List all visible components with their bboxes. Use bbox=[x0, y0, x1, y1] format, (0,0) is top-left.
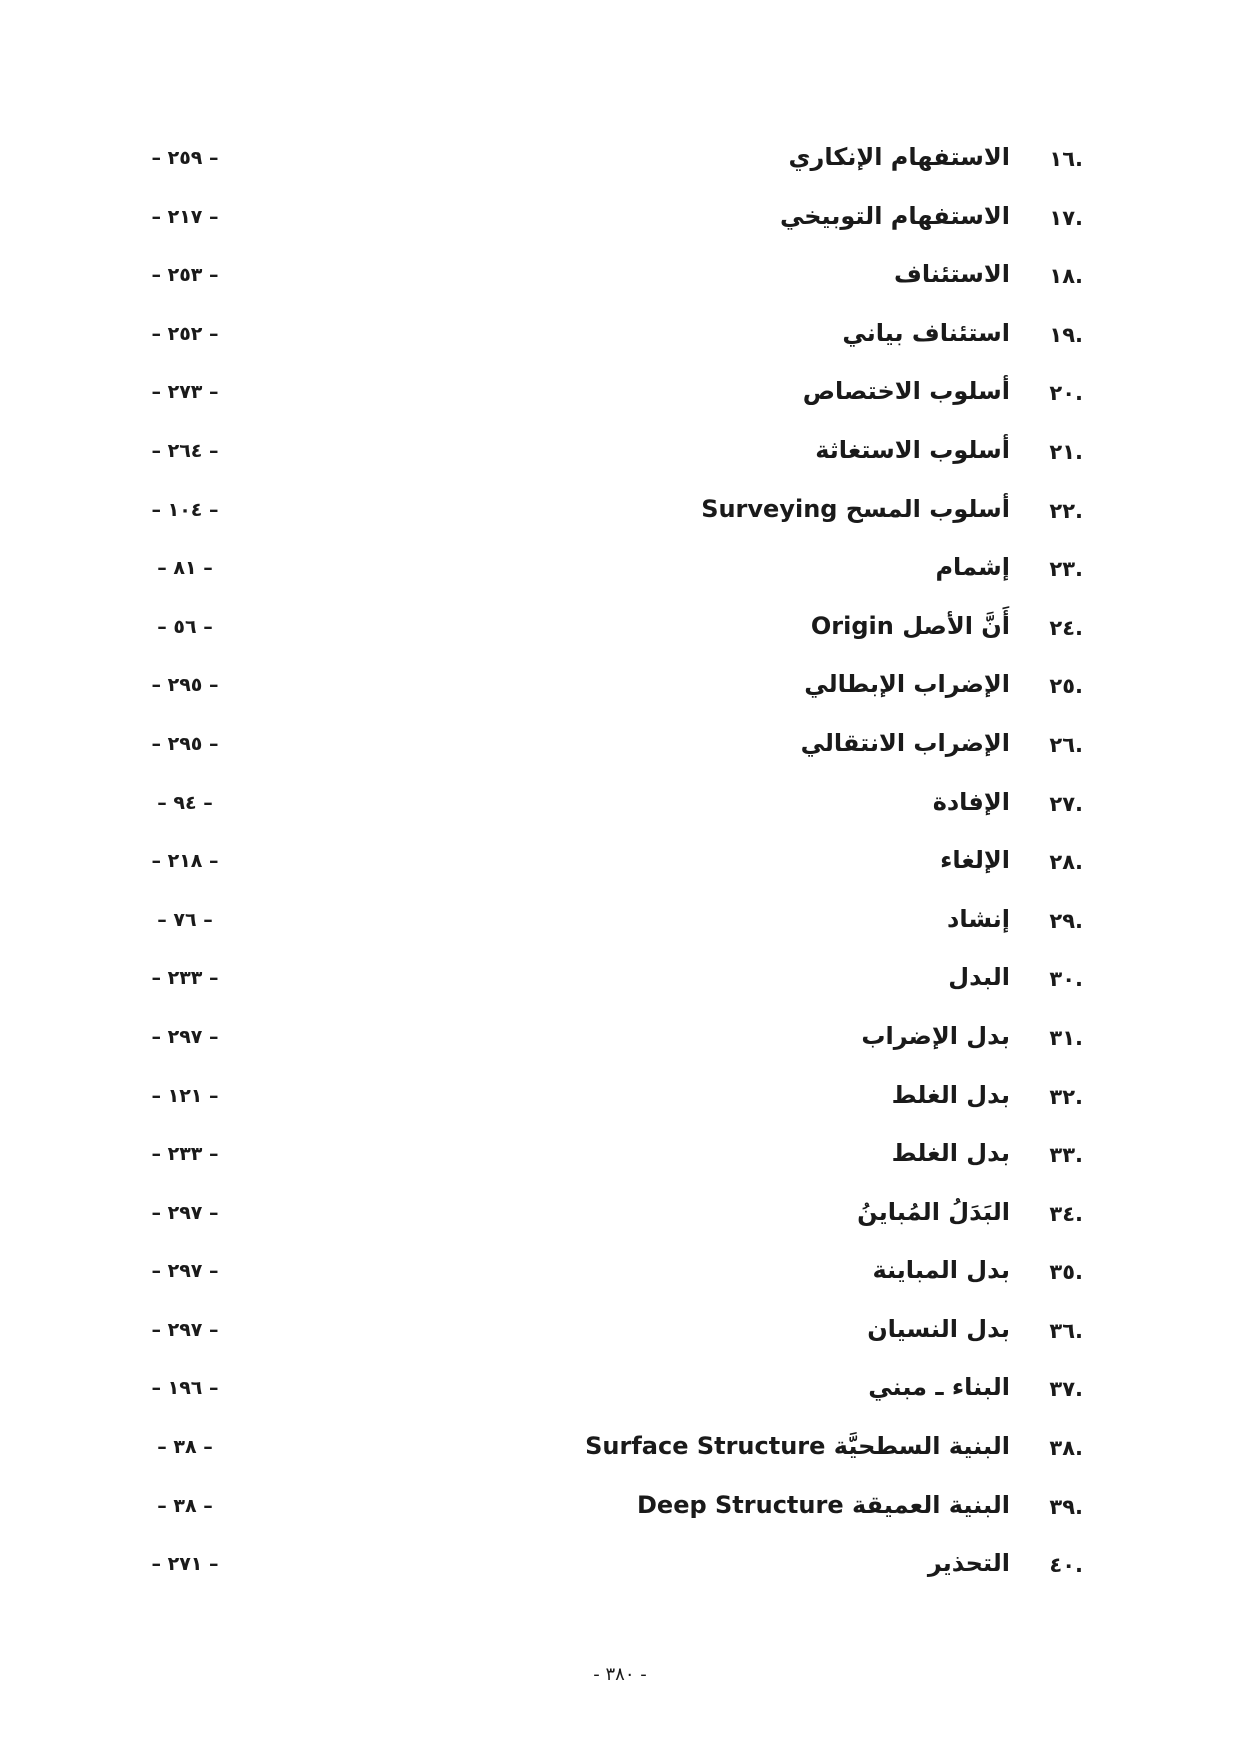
index-entry bbox=[0, 551, 1240, 610]
entry-term: الإفادة bbox=[932, 787, 1010, 816]
entry-term: الاستفهام التوبيخي bbox=[779, 201, 1010, 230]
entry-page-reference: – ١٠٤ – bbox=[151, 498, 219, 521]
entry-term: البنية العميقة Deep Structure bbox=[637, 1490, 1010, 1519]
entry-term: بدل الغلط bbox=[891, 1139, 1010, 1168]
entry-number: .٣٠ bbox=[1049, 967, 1083, 992]
entry-page-reference: – ٥٦ – bbox=[157, 615, 213, 638]
entry-number: .٢٢ bbox=[1049, 498, 1083, 523]
entry-page-reference: – ٢٧٣ – bbox=[151, 381, 219, 404]
entry-number: .٣١ bbox=[1049, 1025, 1083, 1050]
entry-term: أَنَّ الأصل Origin bbox=[810, 611, 1010, 640]
index-entry bbox=[0, 375, 1240, 434]
entry-number: .١٨ bbox=[1049, 264, 1083, 289]
entry-term: البدل bbox=[948, 963, 1010, 992]
entry-number: .٢٩ bbox=[1049, 908, 1083, 933]
entry-number: .٢١ bbox=[1049, 439, 1083, 464]
index-entry bbox=[0, 493, 1240, 552]
entry-page-reference: – ٣٨ – bbox=[157, 1436, 213, 1459]
entry-term: بدل المباينة bbox=[872, 1256, 1010, 1285]
index-entry bbox=[0, 1079, 1240, 1138]
entry-term: البناء ـ مبني bbox=[868, 1373, 1010, 1402]
entry-page-reference: – ٢٩٧ – bbox=[151, 1201, 219, 1224]
entry-number: .٣٥ bbox=[1049, 1260, 1083, 1285]
index-entry bbox=[0, 786, 1240, 845]
index-entry bbox=[0, 727, 1240, 786]
entry-term: الإضراب الانتقالي bbox=[800, 728, 1010, 757]
entry-page-reference: – ٢١٧ – bbox=[151, 205, 219, 228]
entry-number: .١٧ bbox=[1049, 205, 1083, 230]
index-entry bbox=[0, 1254, 1240, 1313]
entry-term: أسلوب المسح Surveying bbox=[701, 494, 1010, 523]
index-entry bbox=[0, 1547, 1240, 1606]
entry-term: استئناف بياني bbox=[842, 318, 1010, 347]
entry-term: أسلوب الاستغاثة bbox=[815, 435, 1010, 464]
entry-number: .٢٥ bbox=[1049, 674, 1083, 699]
index-entry bbox=[0, 1137, 1240, 1196]
index-list bbox=[0, 141, 1240, 1606]
entry-number: .٢٧ bbox=[1049, 791, 1083, 816]
index-entry bbox=[0, 961, 1240, 1020]
entry-term: التحذير bbox=[927, 1549, 1010, 1578]
footer-page-number: - ٣٨٠ - bbox=[593, 1664, 647, 1685]
entry-page-reference: – ٢٥٣ – bbox=[151, 264, 219, 287]
entry-page-reference: – ٢٩٥ – bbox=[151, 732, 219, 755]
entry-page-reference: – ٢١٨ – bbox=[151, 850, 219, 873]
entry-page-reference: – ٢٣٣ – bbox=[151, 1143, 219, 1166]
index-entry bbox=[0, 844, 1240, 903]
entry-number: .١٩ bbox=[1049, 322, 1083, 347]
entry-number: .٢٨ bbox=[1049, 850, 1083, 875]
entry-number: .٤٠ bbox=[1049, 1553, 1083, 1578]
index-entry bbox=[0, 903, 1240, 962]
entry-page-reference: – ٢٩٧ – bbox=[151, 1260, 219, 1283]
entry-page-reference: – ٢٥٩ – bbox=[151, 147, 219, 169]
entry-number: .٣٨ bbox=[1049, 1436, 1083, 1461]
entry-page-reference: – ٧٦ – bbox=[157, 908, 213, 931]
entry-term: البَدَلُ المُباينُ bbox=[857, 1197, 1010, 1226]
entry-page-reference: – ٩٤ – bbox=[157, 791, 213, 814]
entry-page-reference: – ٢٦٤ – bbox=[151, 439, 219, 462]
entry-term: بدل الإضراب bbox=[861, 1021, 1010, 1050]
entry-term: البنية السطحيَّة Surface Structure bbox=[585, 1432, 1010, 1461]
index-entry bbox=[0, 434, 1240, 493]
index-entry bbox=[0, 317, 1240, 376]
index-entry bbox=[0, 1371, 1240, 1430]
entry-term: بدل النسيان bbox=[867, 1314, 1010, 1343]
entry-term: بدل الغلط bbox=[891, 1080, 1010, 1109]
index-entry bbox=[0, 610, 1240, 669]
entry-page-reference: – ٢٣٣ – bbox=[151, 967, 219, 990]
index-entry bbox=[0, 668, 1240, 727]
entry-number: .٣٩ bbox=[1049, 1494, 1083, 1519]
index-entry bbox=[0, 141, 1240, 200]
entry-term: الإضراب الإبطالي bbox=[804, 670, 1010, 699]
entry-number: .٢٠ bbox=[1049, 381, 1083, 406]
index-entry bbox=[0, 1020, 1240, 1079]
entry-number: .٢٣ bbox=[1049, 557, 1083, 582]
entry-number: .٣٦ bbox=[1049, 1318, 1083, 1343]
entry-page-reference: – ٢٩٧ – bbox=[151, 1025, 219, 1048]
index-entry bbox=[0, 1430, 1240, 1489]
entry-number: .١٦ bbox=[1049, 147, 1083, 171]
index-entry bbox=[0, 1489, 1240, 1548]
entry-number: .٣٣ bbox=[1049, 1143, 1083, 1168]
entry-number: .٢٦ bbox=[1049, 732, 1083, 757]
entry-page-reference: – ٨١ – bbox=[157, 557, 213, 580]
entry-number: .٣٤ bbox=[1049, 1201, 1083, 1226]
entry-number: .٣٧ bbox=[1049, 1377, 1083, 1402]
entry-page-reference: – ٢٥٢ – bbox=[151, 322, 219, 345]
entry-term: إشمام bbox=[935, 553, 1010, 582]
entry-term: الاستئناف bbox=[894, 260, 1010, 289]
entry-page-reference: – ٢٩٥ – bbox=[151, 674, 219, 697]
index-entry bbox=[0, 200, 1240, 259]
entry-term: أسلوب الاختصاص bbox=[802, 377, 1010, 406]
entry-page-reference: – ٣٨ – bbox=[157, 1494, 213, 1517]
entry-term: الاستفهام الإنكاري bbox=[788, 143, 1010, 171]
entry-page-reference: – ١٢١ – bbox=[151, 1084, 219, 1107]
entry-page-reference: – ١٩٦ – bbox=[151, 1377, 219, 1400]
index-entry bbox=[0, 1196, 1240, 1255]
entry-number: .٢٤ bbox=[1049, 615, 1083, 640]
index-entry bbox=[0, 258, 1240, 317]
entry-term: الإلغاء bbox=[940, 846, 1010, 875]
entry-page-reference: – ٢٩٧ – bbox=[151, 1318, 219, 1341]
entry-number: .٣٢ bbox=[1049, 1084, 1083, 1109]
entry-term: إنشاد bbox=[947, 904, 1010, 933]
index-entry bbox=[0, 1313, 1240, 1372]
entry-page-reference: – ٢٧١ – bbox=[151, 1553, 219, 1576]
